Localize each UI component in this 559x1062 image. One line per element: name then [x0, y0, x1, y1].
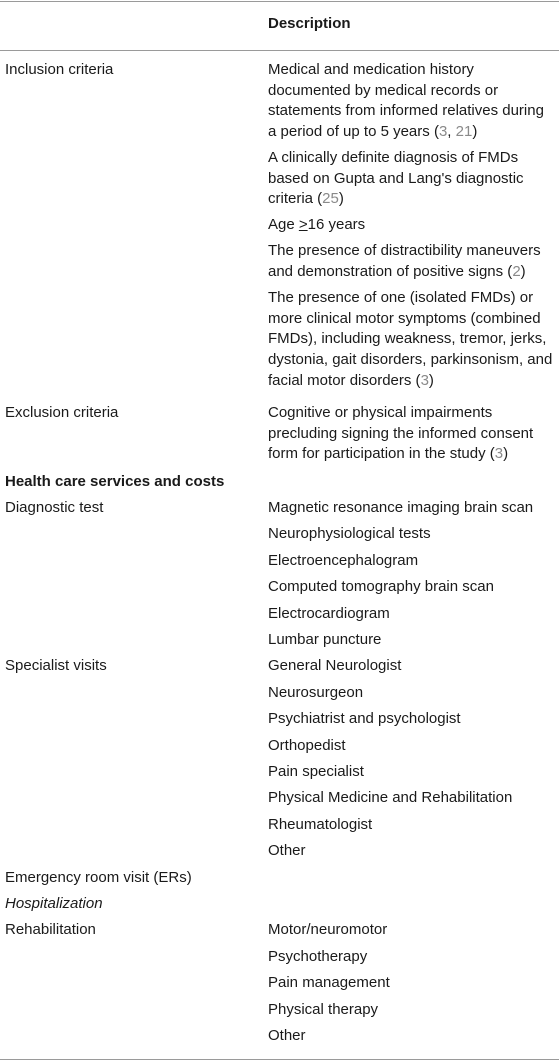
inclusion-item-4: The presence of distractibility maneuvers and demonstration of positive signs (2) — [268, 242, 541, 280]
row-label-specialist: Specialist visits — [5, 657, 107, 674]
list-item: Magnetic resonance imaging brain scan — [268, 499, 534, 516]
row-label-hospitalization: Hospitalization — [5, 895, 103, 912]
reference-link[interactable]: 25 — [322, 190, 339, 208]
reference-link[interactable]: 3 — [438, 123, 448, 141]
row-label-diagnostic: Diagnostic test — [5, 499, 104, 516]
column-header-description: Description — [268, 15, 351, 32]
list-item: Other — [268, 842, 306, 859]
list-item: Rheumatologist — [268, 816, 373, 833]
list-item: Physical Medicine and Rehabilitation — [268, 789, 513, 806]
list-item: Computed tomography brain scan — [268, 578, 494, 595]
reference-link[interactable]: 2 — [512, 262, 521, 280]
list-item: Neurophysiological tests — [268, 525, 431, 542]
list-item: Physical therapy — [268, 1001, 379, 1018]
inclusion-item-2: A clinically definite diagnosis of FMDs based on Gupta and Lang's diagnostic criteria (25) — [268, 149, 524, 208]
inclusion-item-1: Medical and medication history documented by medical records or statements from informed relatives during a period of up to 5 years (3, 21) — [268, 61, 544, 141]
list-item: Pain specialist — [268, 763, 364, 780]
list-item: Psychiatrist and psychologist — [268, 710, 461, 727]
row-label-exclusion: Exclusion criteria — [5, 404, 119, 421]
list-item: Electroencephalogram — [268, 552, 419, 569]
list-item: Neurosurgeon — [268, 684, 364, 701]
row-label-er: Emergency room visit (ERs) — [5, 869, 192, 886]
table-header-rule — [0, 50, 559, 51]
list-item: Other — [268, 1027, 306, 1044]
reference-link[interactable]: 3 — [494, 445, 504, 463]
list-item: Psychotherapy — [268, 948, 368, 965]
row-label-inclusion: Inclusion criteria — [5, 61, 114, 78]
section-heading: Health care services and costs — [5, 473, 225, 490]
list-item: Electrocardiogram — [268, 605, 390, 622]
reference-link[interactable]: 3 — [420, 371, 429, 389]
row-label-rehabilitation: Rehabilitation — [5, 921, 96, 938]
list-item: Pain management — [268, 974, 390, 991]
exclusion-item-1: Cognitive or physical impairments precluding signing the informed consent form for participation in the study (3) — [268, 404, 534, 463]
list-item: Lumbar puncture — [268, 631, 382, 648]
inclusion-item-3: Age >16 years — [268, 216, 366, 233]
list-item: Orthopedist — [268, 737, 346, 754]
inclusion-item-5: The presence of one (isolated FMDs) or more clinical motor symptoms (combined FMDs), including weakness, tremor, jerks, dystonia, gait disorders, parkinsonism, and facial motor disorders (3) — [268, 289, 553, 389]
table-top-rule — [0, 1, 559, 2]
list-item: General Neurologist — [268, 657, 402, 674]
list-item: Motor/neuromotor — [268, 921, 388, 938]
table-bottom-rule — [0, 1059, 559, 1060]
reference-link[interactable]: 21 — [455, 123, 473, 141]
